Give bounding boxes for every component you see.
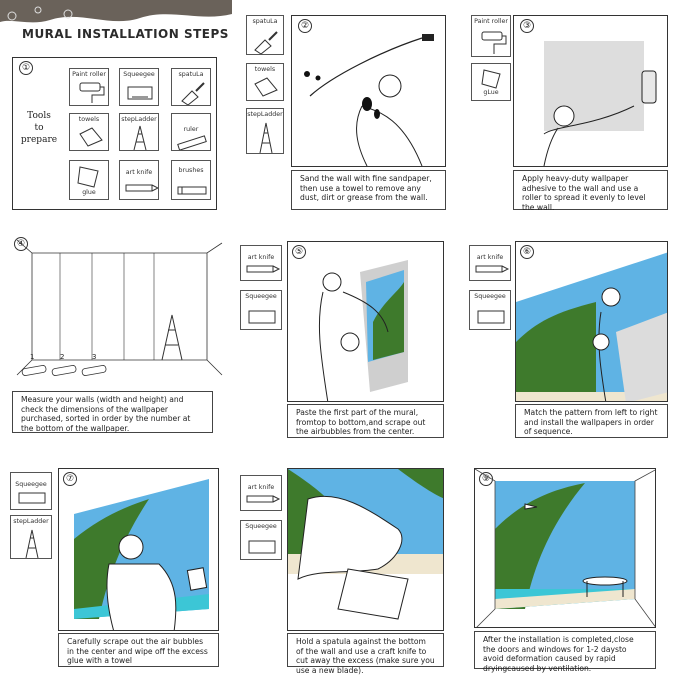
step-number: ⑤ (292, 245, 306, 259)
tool-squeegee: Squeegee (240, 290, 282, 330)
step-number: ③ (520, 19, 534, 33)
towel-icon (247, 64, 284, 101)
tool-glue: gLue (471, 63, 511, 101)
step-4-panel (12, 235, 227, 392)
glue-icon (70, 161, 109, 200)
step-7-panel (58, 468, 219, 631)
squeegee-icon (241, 291, 282, 330)
tool-spatula: spatuLa (246, 15, 284, 55)
brushes-icon (172, 161, 211, 200)
tool-art-knife: art knife (119, 160, 159, 200)
squeegee-icon (241, 521, 282, 560)
paint-roller-icon (70, 69, 109, 106)
art-knife-icon (241, 476, 282, 511)
roll-label: 1 (30, 353, 35, 361)
stepladder-icon (11, 516, 52, 559)
wall-measure-illustration (12, 235, 227, 392)
step-number: ② (298, 19, 312, 33)
step-9-caption: After the installation is completed,close the doors and windows for 1-2 daysto avoid deformation caused by rapid dryingcaused by ventilation. (474, 631, 656, 669)
tool-stepladder: stepLadder (246, 108, 284, 154)
tool-stepladder: stepLadder (10, 515, 52, 559)
step-number: ⑦ (63, 472, 77, 486)
stepladder-icon (247, 109, 284, 154)
ruler-icon (172, 114, 211, 151)
tool-glue: glue (69, 160, 109, 200)
step-6-caption: Match the pattern from left to right and install the wallpapers in order of sequence. (515, 404, 668, 438)
first-panel-illustration (288, 242, 444, 402)
paint-roller-icon (472, 16, 511, 57)
tool-towels: towels (246, 63, 284, 101)
spatula-icon (247, 16, 284, 55)
tool-art-knife: art knife (469, 245, 511, 281)
sanding-illustration (292, 16, 446, 167)
art-knife-icon (120, 161, 159, 200)
step-7-caption: Carefully scrape out the air bubbles in the center and wipe off the excess glue with a towel (58, 633, 219, 667)
roll-label: 3 (92, 353, 97, 361)
step-5-caption: Paste the first part of the mural, fromtop to bottom,and scrape out the airbubbles from the center. (287, 404, 444, 438)
step-9-panel (474, 468, 656, 628)
art-knife-icon (241, 246, 282, 281)
step-3-panel (513, 15, 668, 167)
tool-towels: towels (69, 113, 109, 151)
trim-excess-illustration (288, 469, 444, 631)
wallpaper-rolls (22, 365, 107, 376)
tool-art-knife: art knife (240, 245, 282, 281)
art-knife-icon (470, 246, 511, 281)
tool-squeegee: Squeegee (469, 290, 511, 330)
pattern-match-illustration (516, 242, 668, 402)
page-title: MURAL INSTALLATION STEPS (22, 27, 229, 41)
adhesive-illustration (514, 16, 668, 167)
squeegee-icon (120, 69, 159, 106)
tool-ruler: ruler (171, 113, 211, 151)
towel-icon (70, 114, 109, 151)
spatula-icon (172, 69, 211, 106)
tool-squeegee: Squeegee (10, 472, 52, 510)
squeegee-icon (11, 473, 52, 510)
finished-room-illustration (475, 469, 656, 628)
step-3-caption: Apply heavy-duty wallpaper adhesive to the wall and use a roller to spread it evenly to level the wall. (513, 170, 668, 210)
step-8-caption: Hold a spatula against the bottom of the wall and use a craft knife to cut away the excess (make sure you use a new blade). (287, 633, 444, 667)
step-number: ⑨ (479, 472, 493, 486)
glue-icon (472, 64, 511, 101)
tools-to-prepare-label: Tools to prepare (20, 111, 58, 145)
tool-paint-roller: Paint roller (69, 68, 109, 106)
squeegee-icon (470, 291, 511, 330)
tool-squeegee: Squeegee (119, 68, 159, 106)
step-number: ① (19, 61, 33, 75)
step-6-panel (515, 241, 668, 402)
tool-art-knife: art knife (240, 475, 282, 511)
step-5-panel (287, 241, 444, 402)
step-number: ⑥ (520, 245, 534, 259)
tool-stepladder: stepLadder (119, 113, 159, 151)
step-2-caption: Sand the wall with fine sandpaper, then use a towel to remove any dust, dirt or grease from the wall. (291, 170, 446, 210)
tool-spatula: spatuLa (171, 68, 211, 106)
tool-squeegee: Squeegee (240, 520, 282, 560)
roll-label: 2 (60, 353, 65, 361)
step-2-panel (291, 15, 446, 167)
step-8-panel (287, 468, 444, 631)
step-1-panel (12, 57, 217, 210)
step-4-caption: Measure your walls (width and height) and check the dimensions of the wallpaper purchased, sorted in order by the number at the bottom of the wallpaper. (12, 391, 213, 433)
scrape-bubbles-illustration (59, 469, 219, 631)
tool-paint-roller: Paint roller (471, 15, 511, 57)
stepladder-icon (120, 114, 159, 151)
step-number: ④ (14, 237, 28, 251)
tool-brushes: brushes (171, 160, 211, 200)
